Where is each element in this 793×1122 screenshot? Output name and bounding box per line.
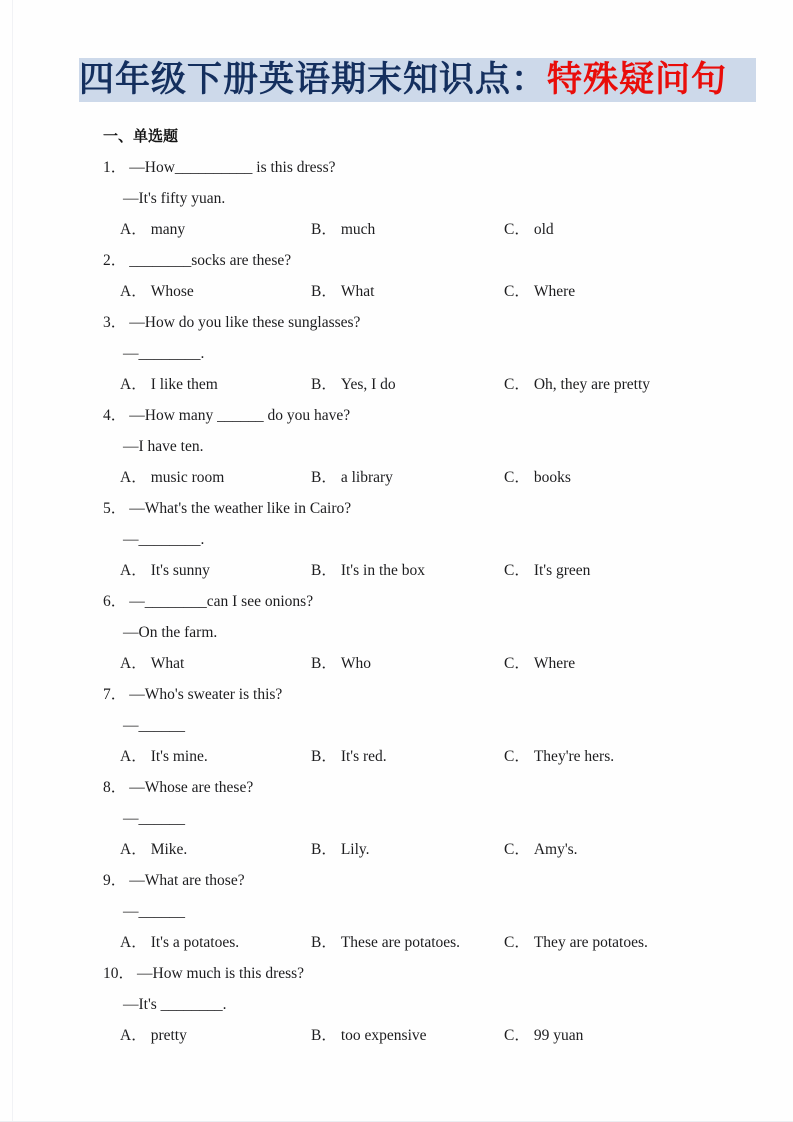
option-b-letter: B．: [311, 655, 337, 672]
question-4-response: —I have ten.: [123, 438, 204, 455]
question-10: [0, 958, 793, 1051]
question-6-number: 6．: [103, 593, 127, 610]
page-title: [79, 58, 756, 102]
question-7-prompt-text: —Who's sweater is this?: [129, 686, 283, 703]
question-8-option-c: [504, 834, 793, 865]
option-c-letter: C．: [504, 469, 530, 486]
question-3-option-a: [120, 369, 311, 400]
question-8-option-a: [120, 834, 311, 865]
question-10-option-c: [504, 1020, 793, 1051]
question-10-option-c-text: 99 yuan: [533, 1027, 584, 1044]
question-9-option-b: [311, 927, 504, 958]
option-c-letter: C．: [504, 934, 530, 951]
question-2: [0, 245, 793, 307]
question-3-option-b: [311, 369, 504, 400]
question-6-options: [120, 648, 793, 679]
option-a-letter: A．: [120, 748, 147, 765]
question-7: [0, 679, 793, 772]
question-4-option-c: [504, 462, 793, 493]
question-2-option-c: [504, 276, 793, 307]
question-6-prompt: [103, 586, 793, 617]
option-c-letter: C．: [504, 1027, 530, 1044]
question-9-option-a-text: It's a potatoes.: [150, 934, 240, 951]
question-10-options: [120, 1020, 793, 1051]
question-2-option-c-text: Where: [533, 283, 576, 300]
question-9-response: —______: [123, 903, 185, 920]
question-8-option-a-text: Mike.: [150, 841, 188, 858]
title-highlight-text: 特殊疑问句: [547, 60, 728, 100]
question-4-option-a-text: music room: [150, 469, 225, 486]
question-3-number: 3．: [103, 314, 127, 331]
question-4: [0, 400, 793, 493]
question-8-prompt: [103, 772, 793, 803]
option-a-letter: A．: [120, 841, 147, 858]
option-a-letter: A．: [120, 1027, 147, 1044]
question-2-option-a-text: Whose: [150, 283, 194, 300]
question-3-response: —________.: [123, 345, 205, 362]
question-8-number: 8．: [103, 779, 127, 796]
question-4-number: 4．: [103, 407, 127, 424]
question-5-prompt: [103, 493, 793, 524]
question-4-options: [120, 462, 793, 493]
question-4-option-c-text: books: [533, 469, 571, 486]
question-10-option-a-text: pretty: [150, 1027, 187, 1044]
question-8-option-c-text: Amy's.: [533, 841, 578, 858]
question-2-prompt-text: ________socks are these?: [129, 252, 292, 269]
question-7-number: 7．: [103, 686, 127, 703]
question-1-option-c-text: old: [533, 221, 554, 238]
question-5-option-c-text: It's green: [533, 562, 591, 579]
question-3: [0, 307, 793, 400]
question-10-option-b-text: too expensive: [340, 1027, 427, 1044]
option-b-letter: B．: [311, 934, 337, 951]
question-10-option-a: [120, 1020, 311, 1051]
option-c-letter: C．: [504, 562, 530, 579]
question-9-option-c: [504, 927, 793, 958]
question-2-option-b: [311, 276, 504, 307]
option-b-letter: B．: [311, 221, 337, 238]
option-c-letter: C．: [504, 283, 530, 300]
option-b-letter: B．: [311, 562, 337, 579]
question-8: [0, 772, 793, 865]
question-4-option-a: [120, 462, 311, 493]
question-10-option-b: [311, 1020, 504, 1051]
option-a-letter: A．: [120, 376, 147, 393]
question-1-option-a-text: many: [150, 221, 186, 238]
option-a-letter: A．: [120, 562, 147, 579]
question-5-option-b-text: It's in the box: [340, 562, 426, 579]
option-c-letter: C．: [504, 748, 530, 765]
question-8-option-b-text: Lily.: [340, 841, 370, 858]
question-7-option-b: [311, 741, 504, 772]
question-4-option-b-text: a library: [340, 469, 393, 486]
question-6: [0, 586, 793, 679]
question-6-option-b: [311, 648, 504, 679]
question-1: [0, 152, 793, 245]
question-2-options: [120, 276, 793, 307]
question-9-number: 9．: [103, 872, 127, 889]
question-5-option-c: [504, 555, 793, 586]
title-main-text: 四年级下册英语期末知识点：: [79, 60, 548, 100]
question-7-option-c-text: They're hers.: [533, 748, 615, 765]
question-10-prompt-text: —How much is this dress?: [137, 965, 305, 982]
question-6-response: —On the farm.: [123, 624, 218, 641]
question-4-prompt: [103, 400, 793, 431]
question-1-option-b-text: much: [340, 221, 376, 238]
question-2-option-b-text: What: [340, 283, 375, 300]
question-9-prompt-text: —What are those?: [129, 872, 245, 889]
option-b-letter: B．: [311, 376, 337, 393]
question-5-response: —________.: [123, 531, 205, 548]
question-4-prompt-text: —How many ______ do you have?: [129, 407, 351, 424]
question-7-option-a: [120, 741, 311, 772]
question-1-response: —It's fifty yuan.: [123, 190, 226, 207]
option-a-letter: A．: [120, 655, 147, 672]
question-5-option-a: [120, 555, 311, 586]
question-7-option-b-text: It's red.: [340, 748, 387, 765]
option-b-letter: B．: [311, 469, 337, 486]
option-a-letter: A．: [120, 221, 147, 238]
question-3-options: [120, 369, 793, 400]
question-1-option-c: [504, 214, 793, 245]
question-10-response: —It's ________.: [123, 996, 227, 1013]
option-a-letter: A．: [120, 469, 147, 486]
question-7-option-c: [504, 741, 793, 772]
option-b-letter: B．: [311, 748, 337, 765]
question-9-option-c-text: They are potatoes.: [533, 934, 648, 951]
question-6-option-c-text: Where: [533, 655, 576, 672]
question-3-option-c: [504, 369, 793, 400]
option-b-letter: B．: [311, 283, 337, 300]
option-c-letter: C．: [504, 221, 530, 238]
question-4-option-b: [311, 462, 504, 493]
question-8-response: —______: [123, 810, 185, 827]
question-3-option-c-text: Oh, they are pretty: [533, 376, 651, 393]
question-10-prompt: [103, 958, 793, 989]
question-1-prompt: [103, 152, 793, 183]
option-b-letter: B．: [311, 1027, 337, 1044]
option-b-letter: B．: [311, 841, 337, 858]
worksheet-content: [0, 102, 793, 1051]
question-1-option-b: [311, 214, 504, 245]
question-8-prompt-text: —Whose are these?: [129, 779, 254, 796]
question-3-option-a-text: I like them: [150, 376, 218, 393]
question-6-prompt-text: —________can I see onions?: [129, 593, 314, 610]
question-7-options: [120, 741, 793, 772]
section-heading: 一、单选题: [103, 127, 179, 145]
question-8-options: [120, 834, 793, 865]
question-9-prompt: [103, 865, 793, 896]
option-c-letter: C．: [504, 841, 530, 858]
question-3-prompt-text: —How do you like these sunglasses?: [129, 314, 361, 331]
question-1-prompt-text: —How__________ is this dress?: [129, 159, 336, 176]
question-9-options: [120, 927, 793, 958]
question-9: [0, 865, 793, 958]
question-6-option-a-text: What: [150, 655, 185, 672]
question-1-options: [120, 214, 793, 245]
question-8-option-b: [311, 834, 504, 865]
question-7-response: —______: [123, 717, 185, 734]
question-6-option-b-text: Who: [340, 655, 371, 672]
question-6-option-c: [504, 648, 793, 679]
question-6-option-a: [120, 648, 311, 679]
question-7-prompt: [103, 679, 793, 710]
question-5-option-a-text: It's sunny: [150, 562, 210, 579]
question-7-option-a-text: It's mine.: [150, 748, 208, 765]
question-5-prompt-text: —What's the weather like in Cairo?: [129, 500, 352, 517]
question-2-number: 2．: [103, 252, 127, 269]
question-5-options: [120, 555, 793, 586]
option-c-letter: C．: [504, 655, 530, 672]
question-10-number: 10．: [103, 965, 135, 982]
question-1-number: 1．: [103, 159, 127, 176]
question-9-option-b-text: These are potatoes.: [340, 934, 461, 951]
option-a-letter: A．: [120, 283, 147, 300]
question-2-option-a: [120, 276, 311, 307]
question-5: [0, 493, 793, 586]
option-c-letter: C．: [504, 376, 530, 393]
question-9-option-a: [120, 927, 311, 958]
question-2-prompt: [103, 245, 793, 276]
option-a-letter: A．: [120, 934, 147, 951]
question-5-option-b: [311, 555, 504, 586]
question-5-number: 5．: [103, 500, 127, 517]
question-3-prompt: [103, 307, 793, 338]
question-3-option-b-text: Yes, I do: [340, 376, 396, 393]
question-1-option-a: [120, 214, 311, 245]
